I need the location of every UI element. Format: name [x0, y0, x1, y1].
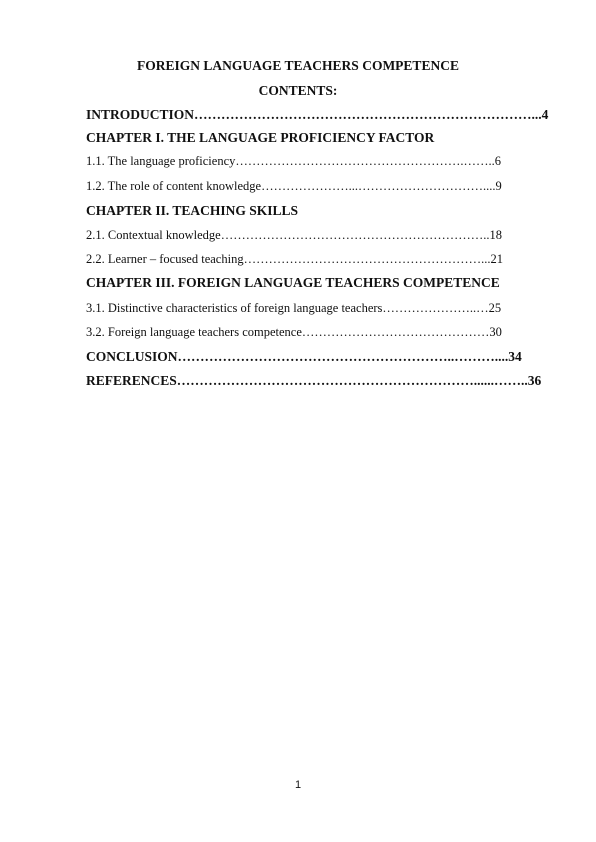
toc-entry-3-2[interactable]: 3.2. Foreign language teachers competence………………………………………30 [86, 325, 502, 339]
toc-chapter-1-heading[interactable]: CHAPTER I. THE LANGUAGE PROFICIENCY FACTOR [86, 130, 435, 145]
toc-chapter-2-heading[interactable]: CHAPTER II. TEACHING SKILLS [86, 203, 299, 218]
toc-entry-introduction[interactable]: INTRODUCTION…………………………………………………………………...4 [86, 107, 549, 122]
toc-entry-2-1[interactable]: 2.1. Contextual knowledge………………………………………………………..18 [86, 228, 502, 242]
toc-entry-conclusion[interactable]: CONCLUSION……………………………………………………..………....34 [86, 349, 522, 364]
toc-entry-1-1[interactable]: 1.1. The language proficiency……………………………………………….……..6 [86, 154, 501, 168]
page-number: 1 [294, 779, 302, 791]
toc-entry-references[interactable]: REFERENCES…………………………………………………………......……..36 [86, 373, 542, 388]
document-title: FOREIGN LANGUAGE TEACHERS COMPETENCE [137, 58, 459, 73]
toc-entry-1-2[interactable]: 1.2. The role of content knowledge…………………...…………………………....9 [86, 179, 502, 193]
toc-entry-2-2[interactable]: 2.2. Learner – focused teaching…………………………………………………...21 [86, 252, 503, 266]
toc-chapter-3-heading[interactable]: CHAPTER III. FOREIGN LANGUAGE TEACHERS COMPETENCE [86, 275, 500, 290]
contents-heading: CONTENTS: [258, 83, 338, 98]
toc-entry-3-1[interactable]: 3.1. Distinctive characteristics of foreign language teachers…………………..…25 [86, 301, 502, 315]
